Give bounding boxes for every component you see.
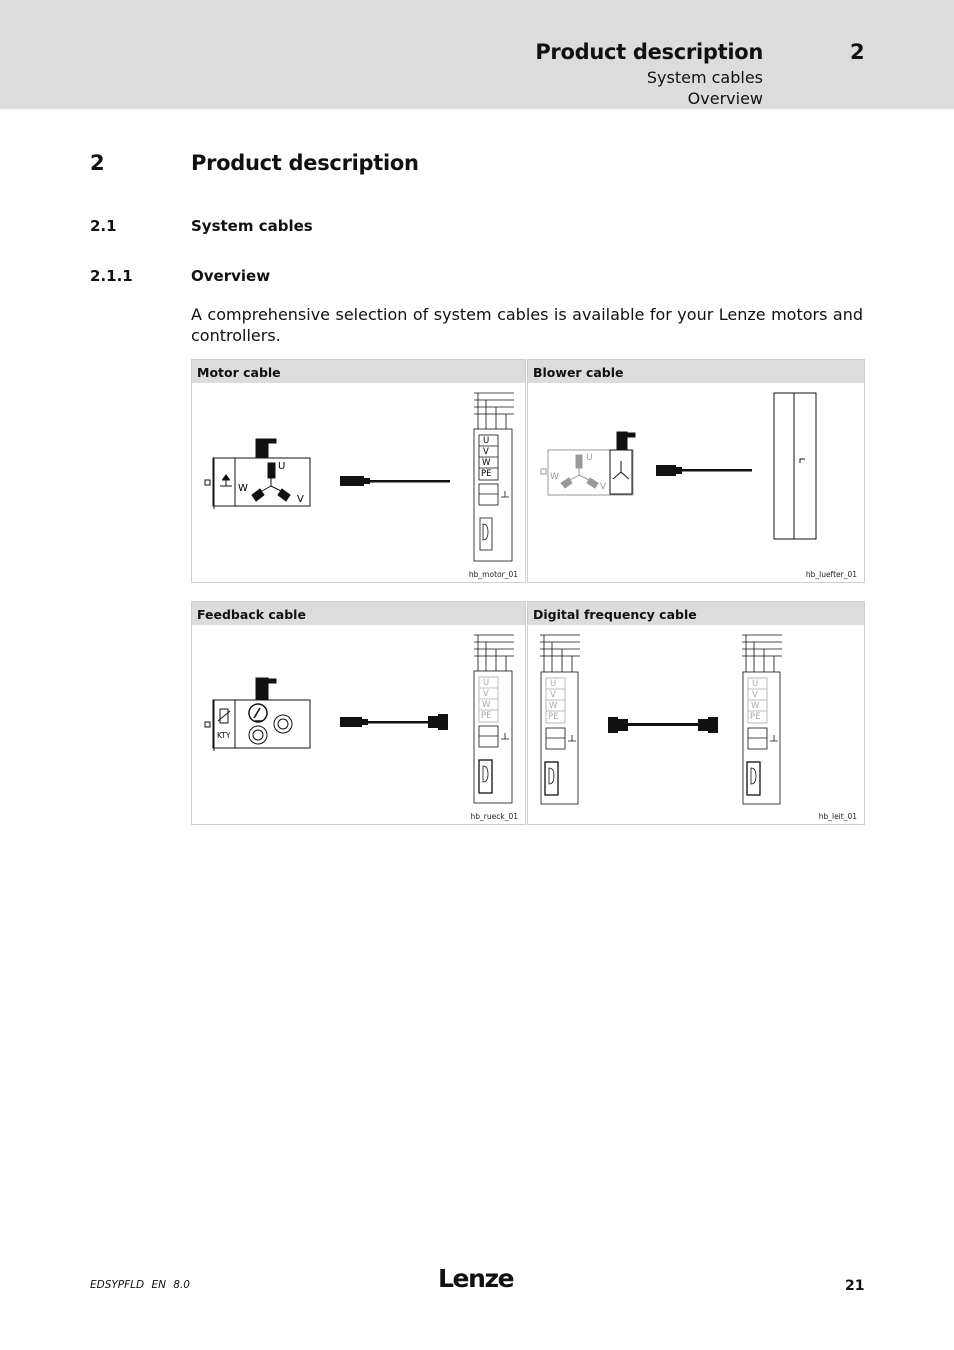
right-terminal-w: W [751, 701, 760, 711]
feedback-cable-image-id: hb_rueck_01 [470, 812, 518, 821]
blower-cable-diagram [528, 383, 866, 583]
feedback-cable-title: Feedback cable [192, 602, 525, 625]
heading2-number: 2.1 [90, 217, 117, 235]
controller-icon [474, 393, 514, 561]
digital-frequency-cable-title: Digital frequency cable [528, 602, 864, 625]
terminal-v: V [483, 447, 489, 457]
digital-frequency-cable-image-id: hb_leit_01 [818, 812, 857, 821]
heading1-number: 2 [90, 151, 105, 175]
footer-document-id: EDSYPFLD EN 8.0 [90, 1279, 190, 1291]
motor-cable-title: Motor cable [192, 360, 525, 383]
feedback-cable-panel [191, 601, 526, 825]
motor-icon [205, 439, 310, 509]
heading3-title: Overview [191, 267, 271, 285]
motor-cable-diagram [192, 383, 527, 583]
terminal-u: U [483, 436, 490, 446]
lenze-logo: Lenze [438, 1264, 514, 1293]
terminal-u: U [483, 678, 490, 688]
cable-plug-icon [340, 714, 448, 730]
motor-label-v: V [297, 494, 304, 505]
fan-icon [610, 432, 635, 494]
cable-plug-icon [340, 476, 450, 486]
right-terminal-v: V [752, 690, 758, 700]
page-number: 21 [845, 1278, 865, 1294]
blower-cable-title: Blower cable [528, 360, 864, 383]
feedback-motor-icon [205, 678, 310, 751]
terminal-w: W [482, 700, 491, 710]
digital-frequency-cable-diagram [528, 625, 866, 825]
terminal-pe: PE [481, 469, 492, 479]
right-terminal-u: U [752, 679, 759, 689]
cable-plug-icon [656, 465, 752, 476]
controller-left-icon [540, 635, 580, 804]
feedback-cable-diagram [192, 625, 527, 825]
motor-label-w: W [238, 483, 248, 494]
left-terminal-v: V [550, 690, 556, 700]
kty-label: KTY [217, 731, 231, 740]
blower-cable-image-id: hb_luefter_01 [805, 570, 857, 579]
motor-cable-image-id: hb_motor_01 [468, 570, 518, 579]
left-terminal-pe: PE [548, 712, 559, 722]
terminal-pe: PE [481, 711, 492, 721]
header-title: Product description [535, 40, 763, 64]
header-chapter-number: 2 [850, 40, 865, 64]
right-terminal-pe: PE [750, 712, 761, 722]
motor-cable-panel [191, 359, 526, 583]
left-terminal-w: W [549, 701, 558, 711]
blower-cable-panel [527, 359, 865, 583]
blower-unit-icon [774, 393, 816, 539]
controller-right-icon [742, 635, 782, 804]
terminal-v: V [483, 689, 489, 699]
blower-label-v: V [600, 482, 607, 492]
heading1-title: Product description [191, 151, 419, 175]
header-subtitle-2: Overview [687, 89, 763, 108]
heading2-title: System cables [191, 217, 313, 235]
heading3-number: 2.1.1 [90, 267, 133, 285]
blower-label-w: W [550, 472, 559, 482]
digital-frequency-cable-panel [527, 601, 865, 825]
intro-paragraph: A comprehensive selection of system cables is available for your Lenze motors and controllers. [191, 305, 863, 345]
page-header-band [0, 0, 954, 109]
terminal-w: W [482, 458, 491, 468]
controller-icon [474, 635, 514, 803]
cable-plug-icon [608, 717, 718, 733]
header-subtitle-1: System cables [646, 68, 763, 87]
motor-label-u: U [278, 461, 286, 472]
left-terminal-u: U [550, 679, 557, 689]
blower-label-u: U [586, 453, 593, 463]
